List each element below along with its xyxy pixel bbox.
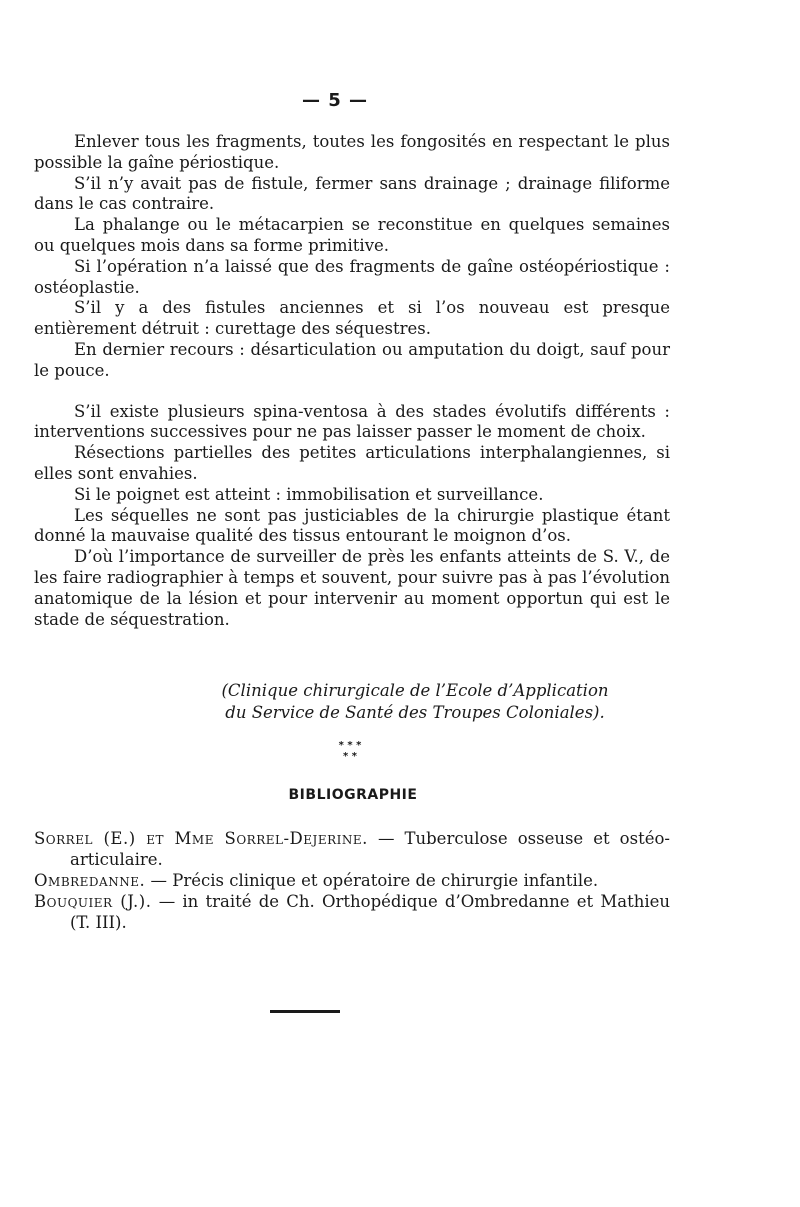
paragraph: Si le poignet est atteint : immobilisation et surveillance.	[74, 484, 544, 504]
bibliography-author: Sorrel (E.) et Mme Sorrel-Dejerine.	[34, 829, 368, 848]
bibliography-author: Ombredanne.	[34, 871, 146, 890]
paragraph: S’il n’y avait pas de fistule, fermer sans drainage ; drainage filiforme dans le cas contraire.	[34, 173, 670, 214]
asterism-separator	[330, 740, 370, 762]
paragraph: Enlever tous les fragments, toutes les fongosités en respectant le plus possible la gaîne périostique.	[34, 132, 670, 172]
bibliography-heading: BIBLIOGRAPHIE	[288, 787, 418, 803]
paragraph: S’il existe plusieurs spina-ventosa à des stades évolutifs différents : interventions successives pour ne pas laisser passer le moment de choix.	[34, 401, 670, 442]
paragraph: Les séquelles ne sont pas justiciables de la chirurgie plastique étant donné la mauvaise qualité des tissus entourant le moignon d’os.	[34, 505, 670, 546]
paragraph: D’où l’importance de surveiller de près les enfants atteints de S. V., de les faire radiographier à temps et souvent, pour suivre pas à pas l’évolution anatomique de la lésion et pour intervenir au moment opportun qui est le stade de séquestration.	[34, 547, 670, 629]
body-text	[34, 132, 670, 630]
bibliography-list	[34, 828, 670, 933]
source-citation	[160, 680, 670, 724]
paragraph: S’il y a des fistules anciennes et si l’os nouveau est presque entièrement détruit : curettage des séquestres.	[34, 298, 670, 339]
bibliography-text: — in traité de Ch. Orthopédique d’Ombredanne et Mathieu (T. III).	[70, 892, 670, 932]
paragraph: La phalange ou le métacarpien se reconstitue en quelques semaines ou quelques mois dans sa forme primitive.	[34, 215, 670, 255]
closing-rule	[270, 1010, 340, 1013]
paragraph: En dernier recours : désarticulation ou amputation du doigt, sauf pour le pouce.	[34, 339, 670, 380]
bibliography-author: Bouquier (J.).	[34, 892, 152, 911]
bibliography-entry	[34, 891, 670, 933]
citation-line: (Clinique chirurgicale de l’Ecole d’Application	[221, 681, 609, 700]
page-number: — 5 —	[301, 90, 369, 111]
bibliography-entry	[34, 870, 670, 891]
bibliography-entry	[34, 828, 670, 870]
bibliography-text: — Précis clinique et opératoire de chirurgie infantile.	[150, 871, 599, 890]
paragraph: Si l’opération n’a laissé que des fragments de gaîne ostéopériostique : ostéoplastie.	[34, 256, 670, 297]
citation-line: du Service de Santé des Troupes Coloniales).	[225, 703, 605, 722]
asterism-top: * * *	[338, 740, 362, 751]
bibliography-text: — Tuberculose osseuse et ostéo-articulaire.	[70, 829, 670, 869]
paragraph: Résections partielles des petites articulations interphalangiennes, si elles sont envahies.	[34, 443, 670, 483]
asterism-bottom: * *	[343, 751, 357, 762]
